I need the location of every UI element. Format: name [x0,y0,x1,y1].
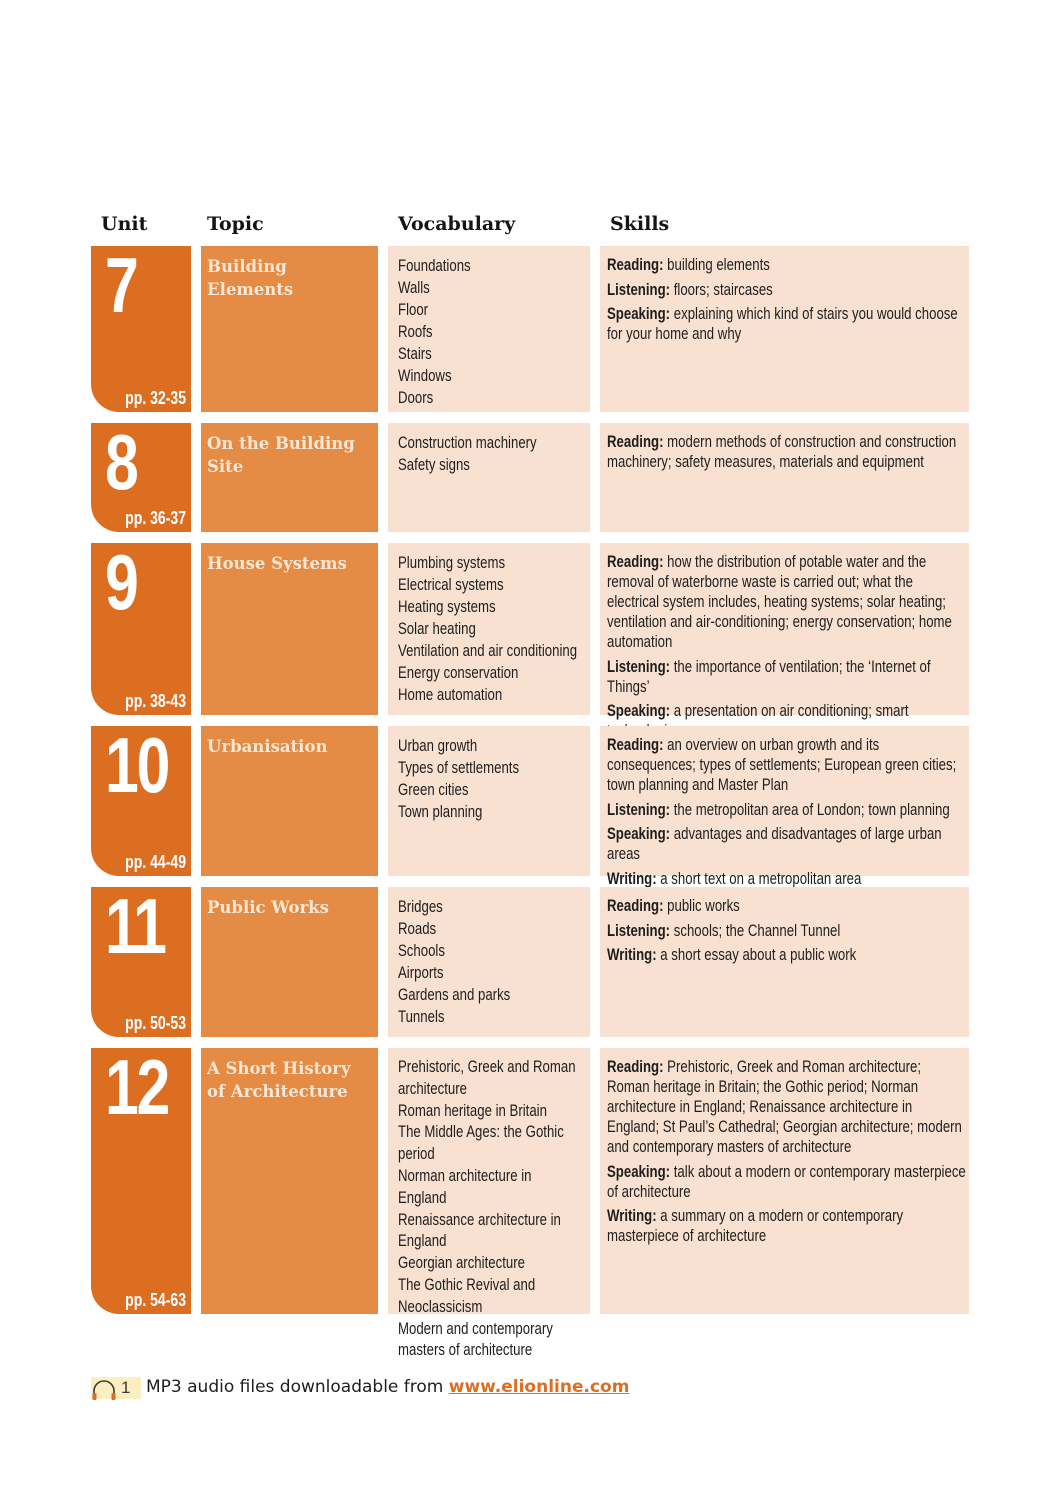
skills-cell [600,726,969,888]
skill-text: a short text on a metropolitan area [660,869,862,888]
unit-row [91,538,969,720]
vocabulary-cell [388,423,590,532]
vocabulary-item: Types of settlements [398,759,520,777]
skill-text: a presentation on air conditioning; smart [673,702,909,720]
footer-text [146,1377,629,1397]
topic-cell [201,543,378,715]
unit-number: 11 [105,882,165,970]
skills-list [607,896,967,970]
skills-list [607,255,967,349]
vocabulary-item: Windows [398,367,452,385]
skill-label: Reading: [607,736,664,754]
skill-label: Speaking: [607,702,671,720]
skill-text: explaining which kind of stairs you would choose for your home and why [607,305,958,343]
skill-label: Listening: [607,280,671,299]
skill-text: an overview on urban growth and its consequences; types of settlements; European green cities; town planning and Master Plan [607,736,957,794]
skill-label: Listening: [607,921,671,940]
vocabulary-item: Norman architecture in England [398,1166,532,1207]
skills-cell [600,423,969,532]
skill-text: public works [667,897,740,915]
unit-pages: pp. 32-35 [125,388,186,408]
unit-pages: pp. 38-43 [125,691,186,711]
skill-label: Writing: [607,869,657,888]
vocabulary-item: Renaissance architecture in England [398,1210,561,1251]
unit-column-header: Unit [101,213,148,235]
vocabulary-item: Ventilation and air conditioning [398,642,578,660]
topic-cell [201,1048,378,1314]
elionline-link[interactable]: www.elionline.com [448,1377,630,1397]
skill-entry [607,869,967,889]
skill-entry [607,896,967,916]
unit-row [91,241,969,412]
topic-title: House Systems [207,554,347,573]
vocabulary-item: Prehistoric, Greek and Roman architecture [398,1058,576,1098]
vocabulary-item: Schools [398,942,445,960]
unit-pages: pp. 50-53 [125,1013,186,1033]
vocabulary-item: Bridges [398,898,443,916]
skills-cell [600,543,969,720]
vocabulary-list [398,255,590,409]
vocabulary-cell [388,887,590,1037]
unit-row [91,721,969,888]
vocabulary-item: Modern and contemporary masters of architecture [398,1319,553,1360]
skills-cell [600,1048,969,1314]
unit-pages: pp. 36-37 [125,508,186,528]
topic-title: Building Elements [207,257,294,299]
unit-number: 12 [105,1043,168,1131]
skill-entry [607,1162,967,1202]
vocabulary-item: The Gothic Revival and Neoclassicism [398,1275,536,1316]
vocabulary-item: Roads [398,920,437,938]
vocabulary-item: Roman heritage in Britain [398,1101,547,1120]
vocabulary-cell [388,1048,590,1360]
skill-label: Listening: [607,657,671,676]
vocabulary-item: Energy conservation [398,664,519,682]
topic-cell [201,887,378,1037]
topic-title: Public Works [207,898,329,917]
vocabulary-cell [388,726,590,876]
skill-text: how the distribution of potable water and the removal of waterborne waste is carried out; what the electrical system includes, heating systems; solar heating; ventilation and air-conditioning; energy conservation; home automation [607,553,952,651]
vocabulary-list [398,1057,584,1362]
unit-pages: pp. 54-63 [125,1290,186,1310]
footer-label: MP3 audio files downloadable from [146,1377,449,1397]
vocabulary-item: Foundations [398,257,471,275]
unit-badge [91,1043,191,1314]
skill-text: the importance of ventilation; the ‘Internet of Things’ [607,657,931,696]
vocabulary-cell [388,246,590,412]
vocabulary-column-header: Vocabulary [398,213,516,235]
skill-entry [607,255,967,275]
headphones-icon [91,1377,141,1399]
vocabulary-item: Tunnels [398,1008,445,1026]
vocabulary-item: Georgian architecture [398,1254,525,1273]
skill-text: floors; staircases [673,280,773,299]
skills-cell [600,887,969,1037]
skill-label: Writing: [607,1207,657,1225]
unit-number: 10 [105,721,168,809]
vocabulary-item: Roofs [398,323,433,341]
skill-text: Prehistoric, Greek and Roman architecture; Roman heritage in Britain; the Gothic period; Norman architecture in England; Renaissance architecture in England; St Paul’s Cathedral; Georgian architecture; modern and contemporary masters of architecture [607,1058,962,1156]
topic-cell [201,423,378,532]
topic-title: Urbanisation [207,737,328,756]
topic-cell [201,246,378,412]
unit-badge [91,882,191,1037]
skill-label: Reading: [607,256,664,274]
skill-label: Reading: [607,897,664,915]
skill-text: talk about a modern or contemporary masterpiece of architecture [607,1162,966,1201]
vocabulary-item: Safety signs [398,456,470,474]
topic-cell [201,726,378,876]
unit-badge [91,721,191,876]
vocabulary-list [398,735,590,823]
vocabulary-item: Stairs [398,345,432,363]
skills-column-header: Skills [610,213,670,235]
vocabulary-item: The Middle Ages: the Gothic period [398,1123,564,1164]
unit-row [91,1043,969,1360]
skill-label: Speaking: [607,305,671,323]
vocabulary-item: Heating systems [398,598,496,616]
topic-column-header: Topic [207,213,264,235]
skill-text: the metropolitan area of London; town planning [673,800,950,819]
unit-number: 8 [105,418,137,506]
skill-entry [607,280,967,300]
skill-entry [607,552,967,652]
unit-row [91,882,969,1037]
unit-badge [91,538,191,715]
skill-label: Listening: [607,800,671,819]
skill-entry [607,824,967,864]
skill-entry [607,945,967,965]
skill-entry [607,800,967,820]
skill-entry [607,735,967,795]
vocabulary-item: Airports [398,964,444,982]
vocabulary-item: Plumbing systems [398,554,506,572]
skill-text: schools; the Channel Tunnel [673,921,841,940]
topic-title: On the Building Site [207,434,355,476]
skill-text: a short essay about a public work [660,946,857,964]
skills-list [607,432,967,477]
skills-list [607,735,967,893]
skill-entry [607,304,967,344]
skill-entry [607,921,967,941]
vocabulary-item: Green cities [398,781,469,799]
unit-number: 7 [105,241,137,329]
vocabulary-cell [388,543,590,715]
skills-cell [600,246,969,412]
unit-number: 9 [105,538,137,626]
skill-label: Speaking: [607,825,671,843]
unit-badge [91,241,191,412]
skill-entry [607,1057,967,1157]
vocabulary-item: Electrical systems [398,576,504,594]
skill-label: Reading: [607,1058,664,1076]
vocabulary-item: Floor [398,301,429,319]
vocabulary-item: Town planning [398,803,483,821]
skill-text: a summary on a modern or contemporary masterpiece of architecture [607,1207,904,1245]
skill-entry [607,432,967,472]
vocabulary-item: Urban growth [398,737,478,755]
skill-label: Speaking: [607,1162,671,1181]
vocabulary-item: Home automation [398,686,503,704]
unit-badge [91,418,191,532]
skill-entry [607,1206,967,1246]
skill-label: Reading: [607,433,664,451]
vocabulary-list [398,432,590,476]
vocabulary-item: Walls [398,279,430,297]
topic-title: A Short History of Architecture [207,1059,351,1101]
skill-entry [607,657,967,697]
skill-label: Reading: [607,553,664,571]
unit-pages: pp. 44-49 [125,852,186,872]
skill-text: building elements [667,256,770,274]
skill-text: advantages and disadvantages of large urban areas [607,825,942,863]
skills-list [607,1057,967,1251]
vocabulary-list [398,552,590,706]
vocabulary-list [398,896,590,1028]
skills-list [607,552,967,746]
vocabulary-item: Gardens and parks [398,986,511,1004]
vocabulary-item: Construction machinery [398,434,537,452]
skill-label: Writing: [607,946,657,964]
vocabulary-item: Solar heating [398,620,476,638]
vocabulary-item: Doors [398,389,434,407]
skill-text: modern methods of construction and construction machinery; safety measures, materials and equipment [607,433,957,471]
audio-track-number: 1 [121,1378,131,1397]
unit-row [91,418,969,532]
